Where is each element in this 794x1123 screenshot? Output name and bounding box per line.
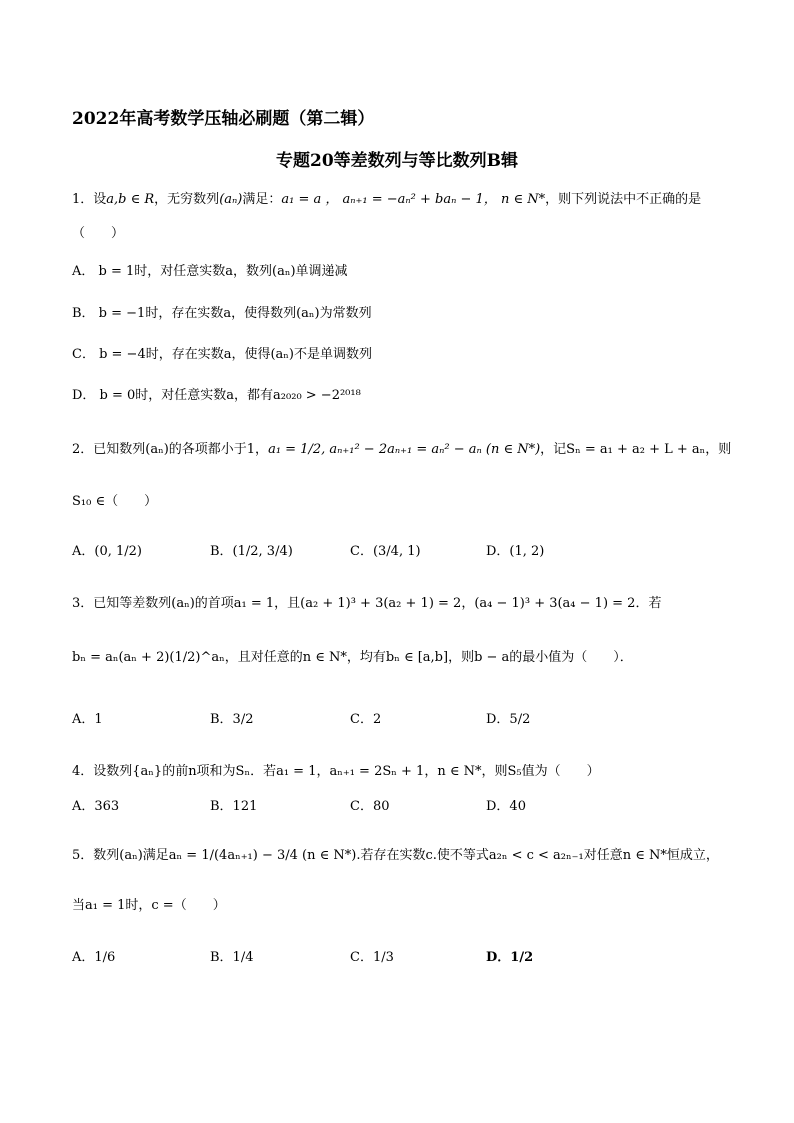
q3-stem: 3．已知等差数列(aₙ)的首项a₁ = 1，且(a₂ + 1)³ + 3(a₂ + 1) = 2，(a₄ − 1)³ + 3(a₄ − 1) = 2．若: [72, 596, 662, 611]
q5-option-d: D．1/2: [486, 950, 534, 965]
q2-option-a: A．(0, 1/2): [72, 544, 142, 559]
q4-option-d: D．40: [486, 799, 526, 814]
q3-option-d: D．5/2: [486, 712, 531, 727]
q1-stem: 1．设a,b ∈ R，无穷数列(aₙ)满足：a₁ = a ， aₙ₊₁ = −aₙ² + baₙ − 1， n ∈ N*，则下列说法中不正确的是: [72, 192, 702, 207]
q1-option-c: C． b = −4时，存在实数a，使得(aₙ)不是单调数列: [72, 347, 372, 362]
q1-option-d: D． b = 0时，对任意实数a，都有a₂₀₂₀ > −2²⁰¹⁸: [72, 388, 361, 403]
q3-option-b: B．3/2: [210, 712, 254, 727]
q5-stem: 5．数列(aₙ)满足aₙ = 1/(4aₙ₊₁) − 3/4 (n ∈ N*).若存在实数c.使不等式a₂ₙ < c < a₂ₙ₋₁对任意n ∈ N*恒成立，: [72, 848, 719, 863]
q2-option-c: C．(3/4, 1): [350, 544, 421, 559]
q5-option-c: C．1/3: [350, 950, 394, 965]
q4-stem: 4．设数列{aₙ}的前n项和为Sₙ．若a₁ = 1，aₙ₊₁ = 2Sₙ + 1，n ∈ N*，则S₅值为（ ）: [72, 764, 600, 779]
q2-stem: 2．已知数列(aₙ)的各项都小于1，a₁ = 1/2, aₙ₊₁² − 2aₙ₊₁ = aₙ² − aₙ (n ∈ N*)，记Sₙ = a₁ + a₂ + L + aₙ，则: [72, 442, 732, 457]
q5-stem-cont: 当a₁ = 1时，c =（ ）: [72, 898, 226, 913]
q4-option-c: C．80: [350, 799, 390, 814]
q1-option-a: A． b = 1时，对任意实数a，数列(aₙ)单调递减: [72, 264, 348, 279]
q2-option-b: B．(1/2, 3/4): [210, 544, 293, 559]
q3-stem-cont: bₙ = aₙ(aₙ + 2)(1/2)^aₙ，且对任意的n ∈ N*，均有bₙ ∈ [a,b]，则b − a的最小值为（ ）．: [72, 650, 633, 665]
q5-option-a: A．1/6: [72, 950, 116, 965]
q1-paren: （ ）: [72, 226, 125, 241]
document-subtitle: 专题20等差数列与等比数列B辑: [275, 151, 519, 171]
document-title: 2022年高考数学压轴必刷题（第二辑）: [72, 109, 375, 129]
q2-stem-cont: S₁₀ ∈（ ）: [72, 494, 158, 509]
q2-option-d: D．(1, 2): [486, 544, 545, 559]
q4-option-a: A．363: [72, 799, 120, 814]
q4-option-b: B．121: [210, 799, 258, 814]
q3-option-a: A．1: [72, 712, 103, 727]
q3-option-c: C．2: [350, 712, 382, 727]
q5-option-b: B．1/4: [210, 950, 254, 965]
q1-option-b: B． b = −1时，存在实数a，使得数列(aₙ)为常数列: [72, 306, 372, 321]
